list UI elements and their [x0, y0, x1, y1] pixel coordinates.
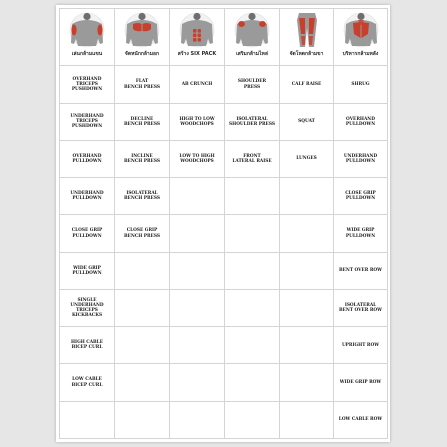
exercise-name: LOW TO HIGH WOODCHOPS	[179, 153, 215, 165]
exercise-cell	[280, 327, 334, 364]
exercise-name: UNDERHAND TRICEPS PUSHDOWN	[70, 113, 104, 130]
exercise-cell	[115, 327, 170, 364]
exercise-name: CALF RAISE	[291, 81, 322, 87]
exercise-cell	[334, 103, 388, 140]
exercise-name: HIGH TO LOW WOODCHOPS	[179, 116, 215, 127]
legs-muscle-icon	[280, 9, 333, 50]
table-row	[60, 178, 388, 215]
exercise-name: OVERHAND PULLDOWN	[72, 153, 102, 165]
table-row	[60, 327, 388, 364]
exercise-name: WIDE GRIP ROW	[339, 379, 382, 385]
exercise-cell	[280, 401, 334, 438]
exercise-name: LOW CABLE BICEP CURL	[71, 377, 103, 388]
exercise-cell	[115, 289, 170, 326]
column-header	[334, 9, 388, 66]
exercise-cell	[115, 215, 170, 252]
back-muscle-icon	[334, 9, 387, 50]
exercise-cell	[115, 364, 170, 401]
exercise-name: SHOULDER PRESS	[237, 79, 267, 90]
column-header	[170, 9, 225, 66]
exercise-cell	[170, 215, 225, 252]
exercise-cell	[115, 178, 170, 215]
exercise-cell	[60, 289, 115, 326]
exercise-name: CLOSE GRIP PULLDOWN	[71, 228, 103, 239]
column-header-label: เล่นกล้ามแขน	[71, 51, 103, 57]
table-row	[60, 140, 388, 177]
exercise-name: OVERHAND TRICEPS PUSHDOWN	[71, 76, 103, 93]
column-header	[280, 9, 334, 66]
exercise-cell	[280, 289, 334, 326]
exercise-name: HIGH CABLE BICEP CURL	[71, 340, 103, 351]
table-row	[60, 215, 388, 252]
exercise-name: BENT OVER ROW	[338, 268, 382, 274]
exercise-cell	[60, 401, 115, 438]
exercise-name: ISOLATERAL BENCH PRESS	[124, 191, 160, 202]
table-row	[60, 252, 388, 289]
exercise-name: UNDERHAND PULLDOWN	[343, 153, 378, 165]
exercise-cell	[170, 252, 225, 289]
exercise-cell	[280, 103, 334, 140]
table-row	[60, 103, 388, 140]
exercise-table	[59, 8, 388, 439]
abs-muscle-icon	[170, 9, 224, 50]
exercise-cell	[60, 364, 115, 401]
exercise-name: WIDE GRIP PULLDOWN	[345, 228, 376, 239]
exercise-name: ISOLATERAL SHOULDER PRESS	[229, 116, 275, 127]
arms-muscle-icon	[60, 9, 114, 50]
exercise-name: SHRUG	[351, 81, 370, 87]
exercise-cell	[225, 364, 280, 401]
exercise-cell	[170, 289, 225, 326]
exercise-cell	[225, 401, 280, 438]
exercise-cell	[334, 140, 388, 177]
exercise-cell	[280, 178, 334, 215]
exercise-cell	[334, 215, 388, 252]
exercise-cell	[225, 103, 280, 140]
exercise-cell	[60, 327, 115, 364]
exercise-cell	[225, 252, 280, 289]
exercise-cell	[334, 327, 388, 364]
exercise-cell	[334, 252, 388, 289]
exercise-name: WIDE GRIP PULLDOWN	[72, 265, 102, 276]
exercise-cell	[60, 140, 115, 177]
exercise-name: SINGLE UNDERHAND TRICEPS KICKBACKS	[70, 297, 104, 319]
exercise-cell	[115, 401, 170, 438]
exercise-cell	[170, 103, 225, 140]
exercise-cell	[170, 66, 225, 103]
exercise-name: CLOSE GRIP BENCH PRESS	[124, 228, 160, 239]
exercise-cell	[225, 178, 280, 215]
exercise-name: UPRIGHT ROW	[341, 342, 380, 348]
column-header-label: จัดโหดกล้ามขา	[289, 51, 324, 57]
exercise-cell	[60, 178, 115, 215]
exercise-cell	[60, 103, 115, 140]
exercise-cell	[170, 178, 225, 215]
exercise-chart-sheet	[56, 5, 390, 442]
exercise-cell	[60, 215, 115, 252]
exercise-name: FLAT BENCH PRESS	[124, 79, 160, 90]
exercise-name: FRONT LATERAL RAISE	[232, 153, 272, 165]
exercise-cell	[225, 140, 280, 177]
exercise-name: SQUAT	[298, 119, 315, 125]
column-header-label: บริหารกล้ามหลัง	[342, 51, 379, 57]
exercise-cell	[334, 289, 388, 326]
exercise-cell	[225, 327, 280, 364]
column-header-label: เสริมกล้ามไหล่	[236, 51, 268, 57]
header-row	[60, 9, 388, 66]
exercise-cell	[334, 66, 388, 103]
exercise-name: AB CRUNCH	[181, 81, 213, 87]
exercise-cell	[115, 140, 170, 177]
table-row	[60, 66, 388, 103]
exercise-name: OVERHAND PULLDOWN	[345, 116, 376, 127]
exercise-cell	[115, 66, 170, 103]
exercise-cell	[170, 364, 225, 401]
exercise-name: ISOLATERAL BENT OVER ROW	[338, 302, 382, 314]
exercise-cell	[60, 66, 115, 103]
exercise-cell	[280, 140, 334, 177]
exercise-cell	[225, 215, 280, 252]
chest-muscle-icon	[115, 9, 169, 50]
exercise-cell	[115, 252, 170, 289]
exercise-name: LUNGES	[296, 156, 317, 162]
exercise-cell	[280, 252, 334, 289]
exercise-cell	[280, 215, 334, 252]
exercise-name: LOW CABLE ROW	[338, 417, 383, 423]
exercise-cell	[170, 140, 225, 177]
exercise-cell	[225, 66, 280, 103]
exercise-cell	[60, 252, 115, 289]
exercise-cell	[334, 178, 388, 215]
table-row	[60, 289, 388, 326]
exercise-cell	[115, 103, 170, 140]
column-header	[60, 9, 115, 66]
exercise-name: UNDERHAND PULLDOWN	[70, 191, 104, 202]
column-header	[115, 9, 170, 66]
column-header	[225, 9, 280, 66]
shoulder-muscle-icon	[225, 9, 279, 50]
exercise-cell	[334, 401, 388, 438]
table-row	[60, 401, 388, 438]
exercise-cell	[334, 364, 388, 401]
column-header-label: สร้าง SIX PACK	[177, 51, 217, 57]
exercise-name: CLOSE GRIP PULLDOWN	[345, 191, 376, 202]
exercise-cell	[225, 289, 280, 326]
column-header-label: จัดหนักกล้ามอก	[124, 51, 160, 57]
exercise-cell	[280, 364, 334, 401]
exercise-name: DECLINE BENCH PRESS	[124, 116, 160, 127]
exercise-cell	[170, 327, 225, 364]
exercise-cell	[170, 401, 225, 438]
exercise-cell	[280, 66, 334, 103]
exercise-name: INCLINE BENCH PRESS	[124, 153, 160, 165]
table-row	[60, 364, 388, 401]
